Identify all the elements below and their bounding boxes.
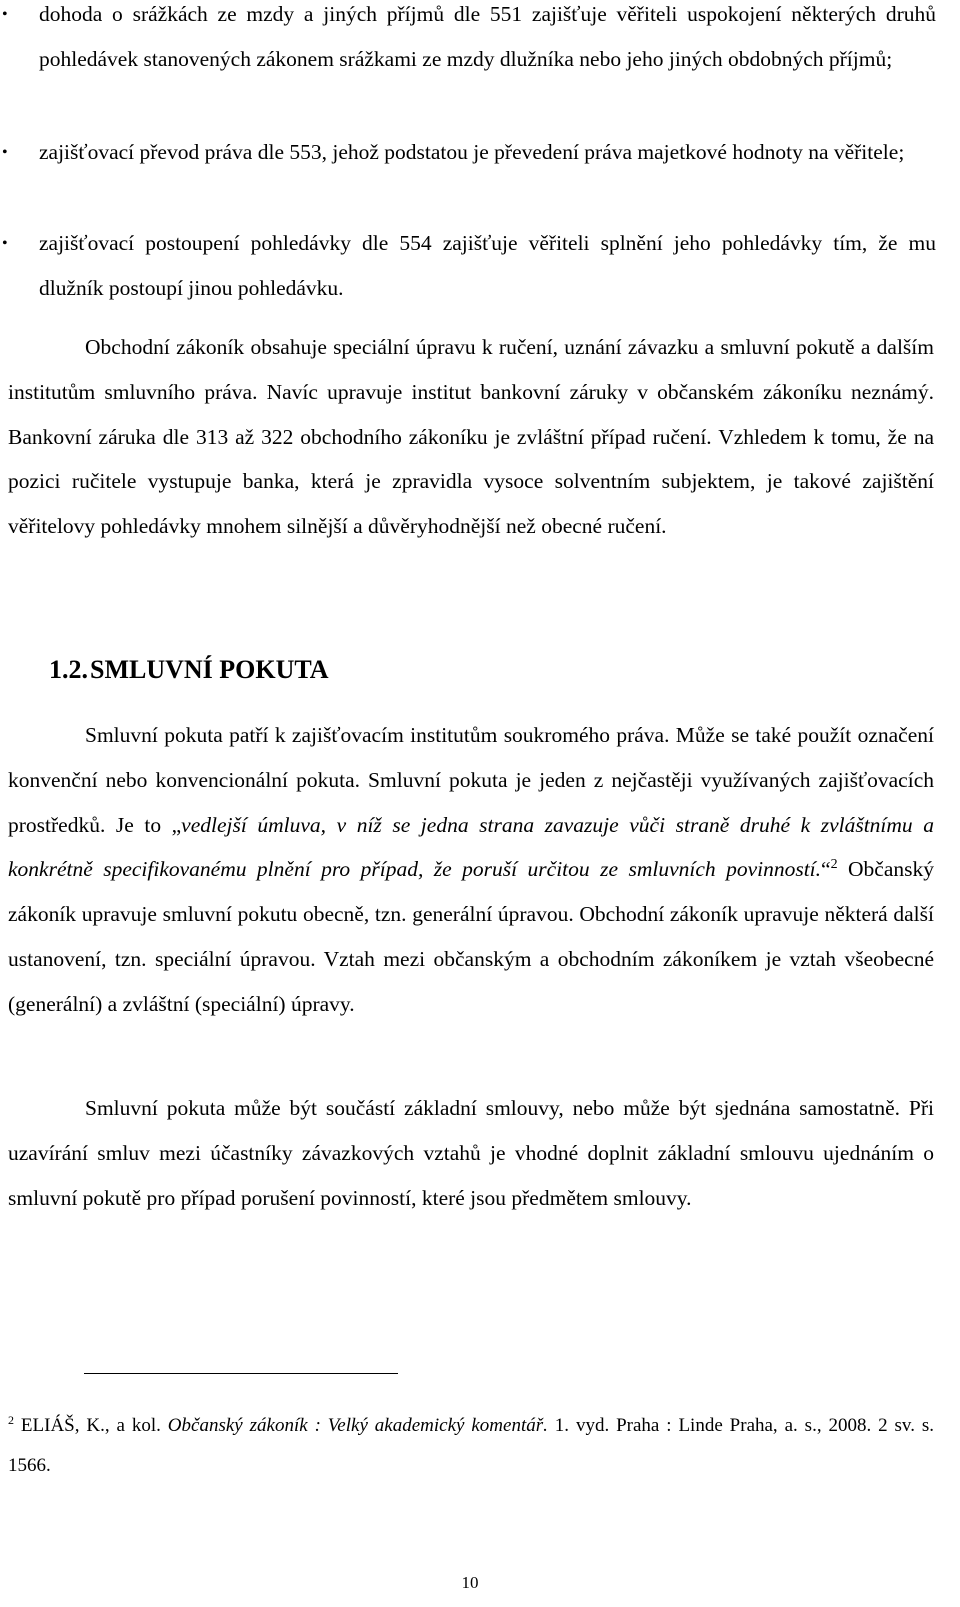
closing-quote-mark: “ (821, 857, 831, 882)
footnote-separator (84, 1373, 398, 1374)
paragraph-penalty-agreement: Smluvní pokuta může být součástí základní smlouvy, nebo může být sjednána samostatně. Při uzavírání smluv mezi účastníky závazkových vztahů je vhodné doplnit základní smlouvu ujednáním o smluvní pokutě pro případ porušení povinností, které jsou předmětem smlouvy. (8, 1096, 934, 1210)
section-heading (49, 650, 329, 690)
list-item-text: zajišťovací převod práva dle 553, jehož podstatou je převedení práva majetkové hodnoty na věřitele; (39, 140, 905, 164)
quotation: vedlejší úmluva, v níž se jedna strana zavazuje vůči straně druhé k zvláštnímu a konkrétně specifikovanému plnění pro případ, že poruší určitou ze smluvních povinností. (8, 812, 934, 882)
footnote-title: Občanský zákoník : Velký akademický komentář. (167, 1415, 548, 1436)
bullet-icon: • (2, 144, 8, 161)
section-title: SMLUVNÍ POKUTA (90, 655, 329, 684)
bullet-icon: • (2, 235, 8, 252)
list-item-text: zajišťovací postoupení pohledávky dle 554 zajišťuje věřiteli splnění jeho pohledávky tím, že mu dlužník postoupí jinou pohledávku. (39, 231, 936, 300)
section-number: 1.2. (49, 655, 88, 684)
footnote (8, 1406, 934, 1486)
paragraph-bank-guarantee: Obchodní zákoník obsahuje speciální úpravu k ručení, uznání závazku a smluvní pokutě a dalším institutům smluvního práva. Navíc upravuje institut bankovní záruky v občanském zákoníku neznámý. Bankovní záruka dle 313 až 322 obchodního zákoníku je zvláštní případ ručení. Vzhledem k tomu, že na pozici ručitele vystupuje banka, která je zpravidla vysoce solventním subjektem, je takové zajištění věřitelovy pohledávky mnohem silnější a důvěryhodnější než obecné ručení. (8, 335, 934, 539)
paragraph-contractual-penalty (8, 713, 934, 1027)
paragraph-text: Smluvní pokuta patří k zajišťovacím institutům soukromého práva. Může se také použít označení konvenční nebo konvencionální pokuta. Smluvní pokuta je jeden z nejčastěji využívaných zajišťovacích prostředků. Je to „ (8, 723, 934, 837)
page-number: 10 (461, 1573, 479, 1592)
footnote-reference[interactable]: 2 (830, 857, 838, 873)
bullet-icon: • (2, 6, 8, 23)
list-item (0, 0, 936, 82)
list-item-text: dohoda o srážkách ze mzdy a jiných příjmů dle 551 zajišťuje věřiteli uspokojení některých druhů pohledávek stanovených zákonem srážkami ze mzdy dlužníka nebo jeho jiných obdobných příjmů; (39, 2, 936, 71)
footnote-author: ELIÁŠ, K., a kol. (14, 1415, 168, 1436)
footnote-number: 2 (8, 1413, 14, 1427)
list-item (0, 130, 936, 175)
footnote-publication: 1. vyd. Praha : Linde Praha, a. s., 2008. 2 sv. s. 1566. (8, 1415, 934, 1476)
paragraph-text: Občanský zákoník upravuje smluvní pokutu obecně, tzn. generální úpravou. Obchodní zákoník upravuje některá další ustanovení, tzn. speciální úpravou. Vztah mezi občanským a obchodním zákoníkem je vztah všeobecné (generální) a zvláštní (speciální) úpravy. (8, 857, 935, 1016)
list-item (0, 221, 936, 311)
